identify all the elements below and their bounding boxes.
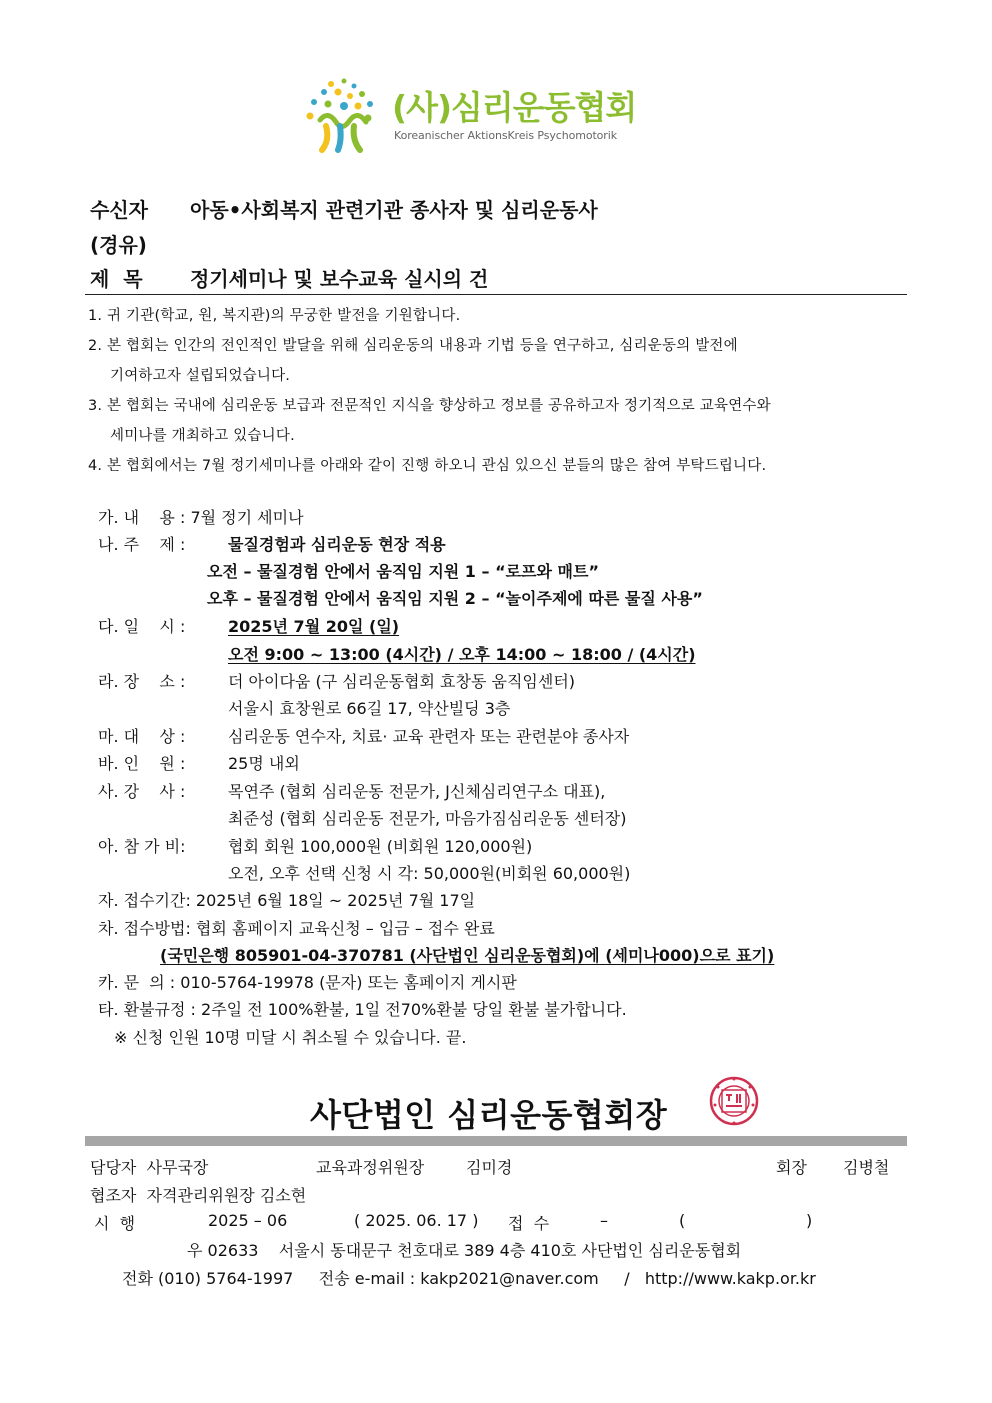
- detail-place-value: 더 아이다움 (구 심리운동협회 효창동 움직임센터): [228, 672, 576, 691]
- detail-target-value: 심리운동 연수자, 치료· 교육 관련자 또는 관련분야 종사자: [228, 727, 630, 746]
- detail-application-method: 차. 접수방법: 협회 홈페이지 교육신청 – 입금 – 접수 완료: [98, 919, 495, 938]
- footer-divider-bar: [85, 1136, 907, 1146]
- detail-place-address: 서울시 효창원로 66길 17, 약산빌딩 3층: [228, 699, 511, 718]
- detail-instructor-label: 사. 강 사 :: [98, 782, 186, 801]
- detail-content: 가. 내 용 : 7월 정기 세미나: [98, 508, 304, 527]
- detail-place-label: 라. 장 소 :: [98, 672, 186, 691]
- detail-fee-value-2: 오전, 오후 선택 신청 시 각: 50,000원(비회원 60,000원): [228, 864, 631, 883]
- subject-label: 제 목: [90, 267, 143, 291]
- issuer-signature: 사단법인 심리운동협회장: [310, 1096, 668, 1134]
- footer-edu-label: 교육과정위원장: [316, 1158, 425, 1177]
- recipient-label: 수신자: [90, 198, 148, 222]
- detail-instructor-1: 목연주 (협회 심리운동 전문가, J신체심리연구소 대표),: [228, 782, 606, 801]
- detail-cancellation-note: ※ 신청 인원 10명 미달 시 취소될 수 있습니다. 끝.: [114, 1028, 467, 1047]
- detail-topic-value: 물질경험과 심리운동 현장 적용: [228, 535, 446, 554]
- subject-value: 정기세미나 및 보수교육 실시의 건: [190, 267, 489, 291]
- footer-address: 우 02633 서울시 동대문구 천호대로 389 4층 410호 사단법인 심리운동협회: [187, 1241, 742, 1260]
- subject-row: [0, 263, 992, 291]
- detail-capacity-value: 25명 내외: [228, 754, 300, 773]
- people-tree-logo-icon: [300, 76, 382, 154]
- detail-topic-label: 나. 주 제 :: [98, 535, 186, 554]
- via-label: (경유): [90, 233, 147, 257]
- footer-staff: 담당자 사무국장: [90, 1158, 209, 1177]
- detail-inquiry: 카. 문 의 : 010-5764-19978 (문자) 또는 홈페이지 게시판: [98, 973, 517, 992]
- recipient-value: 아동•사회복지 관련기관 종사자 및 심리운동사: [190, 198, 598, 222]
- footer-contact: 전화 (010) 5764-1997 전송 e-mail : kakp2021@naver.com / http://www.kakp.or.kr: [122, 1269, 816, 1288]
- detail-fee-label: 아. 참 가 비:: [98, 837, 186, 856]
- paragraph-2-line-2: 기여하고자 설립되었습니다.: [110, 368, 291, 384]
- logo-subtitle: Koreanischer AktionsKreis Psychomotorik: [394, 129, 617, 142]
- footer-edu-name: 김미경: [466, 1158, 513, 1177]
- footer-assistant: 협조자 자격관리위원장 김소현: [90, 1186, 307, 1205]
- footer-issue-number: 2025 – 06: [208, 1211, 288, 1230]
- detail-time-value: 오전 9:00 ~ 13:00 (4시간) / 오후 14:00 ~ 18:00 / (4시간): [228, 645, 696, 664]
- detail-application-period: 자. 접수기간: 2025년 6월 18일 ~ 2025년 7월 17일: [98, 891, 476, 910]
- footer-issue-label: 시 행: [94, 1214, 136, 1233]
- detail-topic-morning: 오전 – 물질경험 안에서 움직임 지원 1 – “로프와 매트”: [207, 562, 599, 581]
- official-seal-icon: [709, 1073, 759, 1129]
- detail-bank-account: (국민은행 805901-04-370781 (사단법인 심리운동협회)에 (세미나000)으로 표기): [160, 946, 775, 965]
- detail-capacity-label: 바. 인 원 :: [98, 754, 186, 773]
- footer-receipt-dash: –: [600, 1211, 608, 1230]
- footer-president-label: 회장: [776, 1158, 807, 1177]
- logo-title: (사)심리운동협회: [392, 88, 637, 127]
- header-divider: [85, 294, 907, 295]
- footer-receipt-label: 접 수: [508, 1214, 550, 1233]
- footer-president-name: 김병철: [843, 1158, 890, 1177]
- paragraph-2-line-1: 2. 본 협회는 인간의 전인적인 발달을 위해 심리운동의 내용과 기법 등을 연구하고, 심리운동의 발전에: [88, 338, 738, 354]
- association-logo: [300, 76, 640, 156]
- detail-instructor-2: 최준성 (협회 심리운동 전문가, 마음가짐심리운동 센터장): [228, 809, 627, 828]
- footer-issue-date: ( 2025. 06. 17 ): [354, 1211, 479, 1230]
- detail-fee-value-1: 협회 회원 100,000원 (비회원 120,000원): [228, 837, 533, 856]
- detail-refund-policy: 타. 환불규정 : 2주일 전 100%환불, 1일 전70%환불 당일 환불 불가합니다.: [98, 1000, 627, 1019]
- recipient-row: [0, 194, 992, 222]
- detail-target-label: 마. 대 상 :: [98, 727, 186, 746]
- detail-date-value: 2025년 7월 20일 (일): [228, 617, 400, 636]
- paragraph-1: 1. 귀 기관(학교, 원, 복지관)의 무궁한 발전을 기원합니다.: [88, 308, 461, 324]
- paragraph-3-line-1: 3. 본 협회는 국내에 심리운동 보급과 전문적인 지식을 향상하고 정보를 공유하고자 정기적으로 교육연수와: [88, 398, 771, 414]
- paragraph-4: 4. 본 협회에서는 7월 정기세미나를 아래와 같이 진행 하오니 관심 있으신 분들의 많은 참여 부탁드립니다.: [88, 458, 767, 474]
- footer-paren-open: (: [679, 1211, 686, 1230]
- paragraph-3-line-2: 세미나를 개최하고 있습니다.: [110, 428, 295, 444]
- detail-date-label: 다. 일 시 :: [98, 617, 186, 636]
- footer-paren-close: ): [806, 1211, 813, 1230]
- detail-topic-afternoon: 오후 – 물질경험 안에서 움직임 지원 2 – “놀이주제에 따른 물질 사용”: [207, 589, 703, 608]
